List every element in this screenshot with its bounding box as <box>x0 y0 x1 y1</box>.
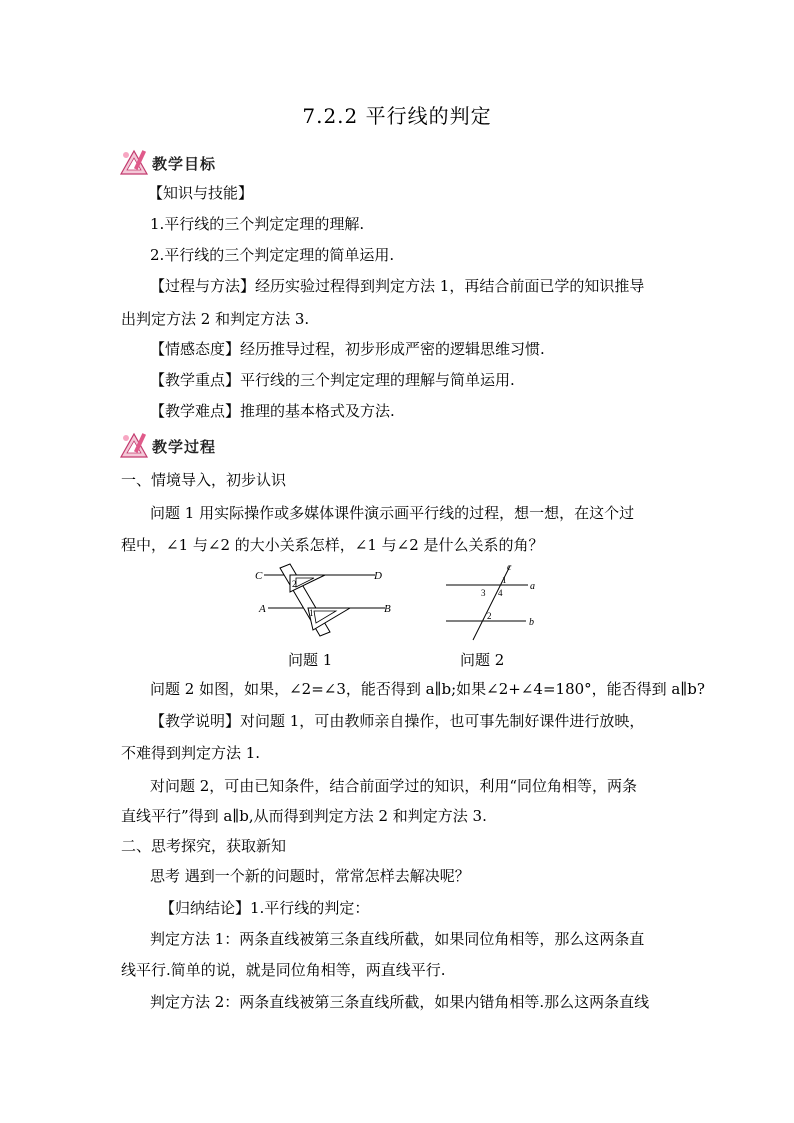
teaching-note-line: 不难得到判定方法 1. <box>121 744 261 762</box>
figure-transversal <box>440 560 550 645</box>
section-label: 教学过程 <box>152 438 217 456</box>
method-line: 判定方法 2：两条直线被第三条直线所截，如果内错角相等.那么这两条直线 <box>150 993 650 1011</box>
part-heading: 一、情境导入，初步认识 <box>121 471 287 489</box>
line-label-b: b <box>529 617 534 628</box>
teaching-note-line: 对问题 2，可由已知条件，结合前面学过的知识，利用“同位角相等，两条 <box>150 777 637 795</box>
method-line: 线平行.简单的说，就是同位角相等，两直线平行. <box>121 961 446 979</box>
attitude-line: 【情感态度】经历推导过程，初步形成严密的逻辑思维习惯. <box>150 340 545 358</box>
angle-label-2: 2 <box>487 611 492 621</box>
point-label-d: D <box>374 570 382 582</box>
method-line: 判定方法 1：两条直线被第三条直线所截，如果同位角相等，那么这两条直 <box>150 930 645 948</box>
pencil-ruler-icon <box>118 430 152 460</box>
section-label: 教学目标 <box>152 155 217 173</box>
angle-label-1: 1 <box>309 608 314 618</box>
section-banner-objectives <box>118 147 258 177</box>
key-point-line: 【教学重点】平行线的三个判定定理的理解与简单运用. <box>150 371 515 389</box>
line-label-a: a <box>530 581 535 592</box>
angle-label-3: 3 <box>481 588 486 598</box>
process-method-line: 【过程与方法】经历实验过程得到判定方法 1，再结合前面已学的知识推导 <box>150 277 645 295</box>
difficulty-line: 【教学难点】推理的基本格式及方法. <box>150 402 395 420</box>
question-line: 问题 1 用实际操作或多媒体课件演示画平行线的过程，想一想，在这个过 <box>150 504 635 522</box>
knowledge-heading: 【知识与技能】 <box>148 184 254 202</box>
part-heading: 二、思考探究，获取新知 <box>121 837 287 855</box>
think-line: 思考 遇到一个新的问题时，常常怎样去解决呢？ <box>150 867 470 885</box>
angle-label-4: 4 <box>498 588 503 598</box>
question-2-line: 问题 2 如图，如果，∠2=∠3，能否得到 a∥b;如果∠2+∠4=180°，能否得到 a∥b? <box>150 680 705 698</box>
angle-label-2: 2 <box>292 579 297 589</box>
figure-caption-1: 问题 1 <box>288 651 333 669</box>
objective-item: 1.平行线的三个判定定理的理解. <box>150 215 365 233</box>
line-label-c: c <box>507 562 512 573</box>
process-method-line: 出判定方法 2 和判定方法 3. <box>121 310 310 328</box>
section-banner-process <box>118 430 258 460</box>
teaching-note-line: 【教学说明】对问题 1，可由教师亲自操作，也可事先制好课件进行放映， <box>150 712 645 730</box>
point-label-c: C <box>255 570 263 582</box>
figure-ruler-set-square <box>250 560 410 650</box>
pencil-ruler-icon <box>118 147 152 177</box>
teaching-note-line: 直线平行”得到 a∥b,从而得到判定方法 2 和判定方法 3. <box>121 807 487 825</box>
point-label-a: A <box>259 603 266 615</box>
figure-caption-2: 问题 2 <box>460 651 505 669</box>
angle-label-1: 1 <box>502 575 507 585</box>
page-title: 7.2.2 平行线的判定 <box>302 104 492 128</box>
question-line: 程中，∠1 与∠2 的大小关系怎样，∠1 与∠2 是什么关系的角？ <box>121 536 544 554</box>
point-label-b: B <box>384 603 391 615</box>
objective-item: 2.平行线的三个判定定理的简单运用. <box>150 246 395 264</box>
conclusion-line: 【归纳结论】1.平行线的判定： <box>160 899 370 917</box>
